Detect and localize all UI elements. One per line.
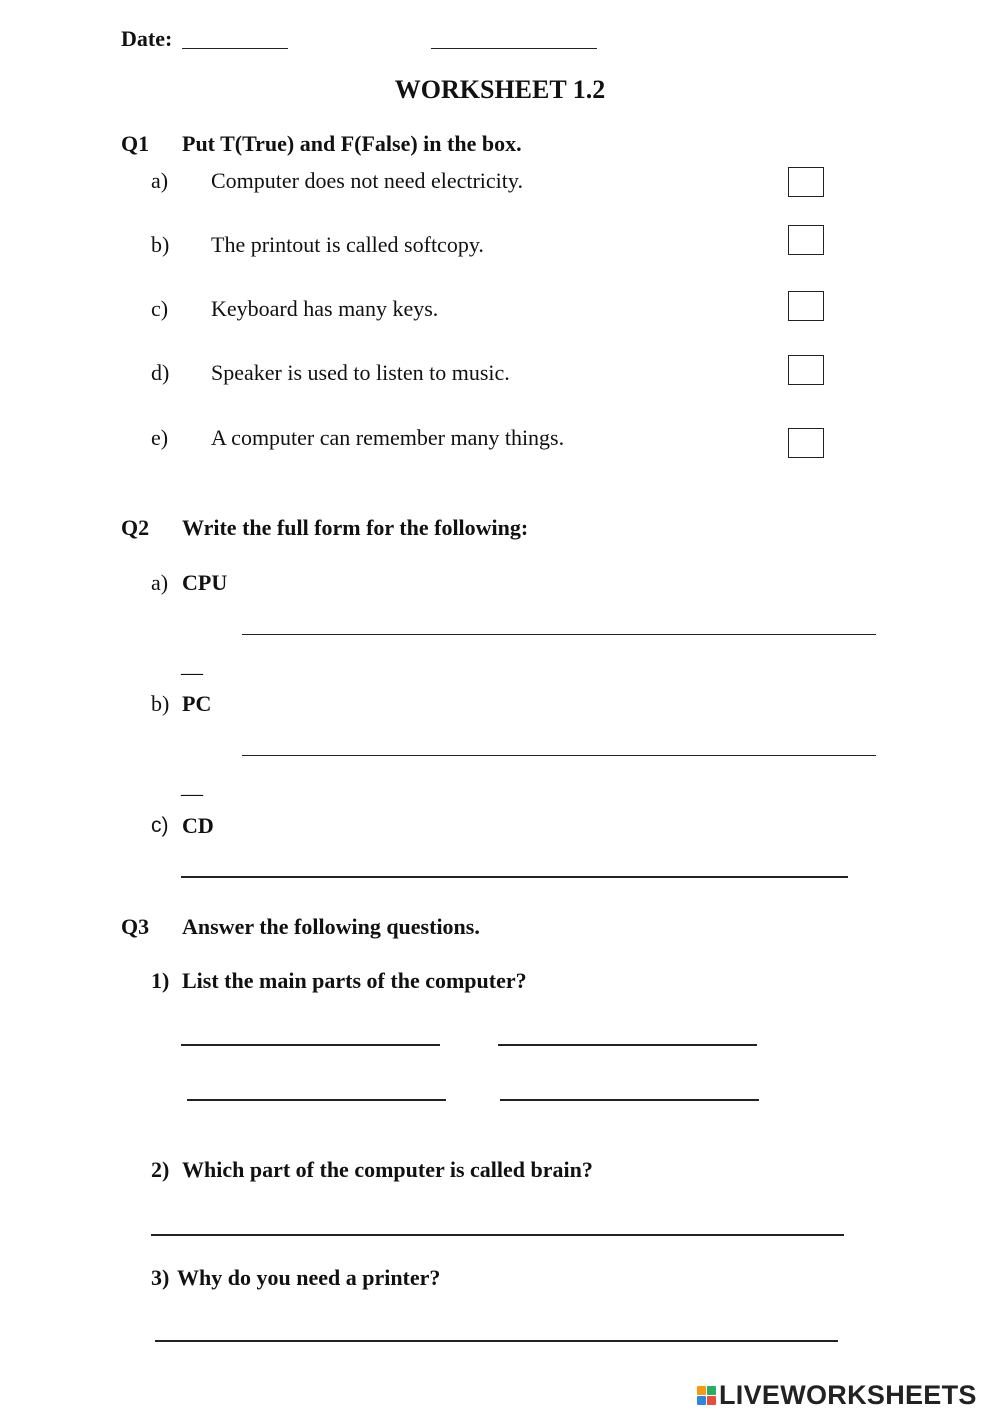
q3-question-number: 2) [151, 1157, 170, 1182]
q1-item-letter: c) [151, 296, 169, 321]
q3-answer-line[interactable] [155, 1340, 838, 1342]
q2-answer-line-cd[interactable] [181, 876, 848, 878]
logo-square-green [707, 1386, 716, 1395]
q3-question-number: 1) [151, 968, 170, 993]
q1-item-letter: b) [151, 232, 170, 257]
q1-item-text: The printout is called softcopy. [211, 232, 484, 257]
q2-number: Q2 [121, 515, 150, 540]
q1-item-letter: a) [151, 168, 169, 193]
q2-instruction: Write the full form for the following: [182, 515, 529, 540]
q3-question-number: 3) [151, 1265, 170, 1290]
date-label: Date: [121, 26, 173, 51]
q1-item-text: Computer does not need electricity. [211, 168, 523, 193]
q2-term-cd: CD [182, 813, 214, 838]
q2-term-cpu: CPU [182, 570, 228, 595]
logo-square-blue [697, 1396, 706, 1405]
q1-answer-box-e[interactable] [788, 428, 824, 458]
q3-answer-line[interactable] [500, 1099, 759, 1101]
q3-question-text: List the main parts of the computer? [182, 968, 527, 993]
q2-answer-line-cpu[interactable] [242, 634, 876, 635]
liveworksheets-logo[interactable] [697, 1378, 977, 1412]
logo-square-red [707, 1396, 716, 1405]
q3-answer-line[interactable] [498, 1044, 757, 1046]
liveworksheets-logo-text: LIVEWORKSHEETS [719, 1379, 977, 1410]
q3-answer-line[interactable] [151, 1234, 844, 1236]
q2-item-letter: c) [151, 814, 169, 837]
name-blank[interactable] [431, 48, 597, 49]
q3-question-text: Which part of the computer is called brain? [182, 1157, 593, 1182]
q2-answer-line-pc[interactable] [242, 755, 876, 756]
logo-square-orange [697, 1386, 706, 1395]
q1-instruction: Put T(True) and F(False) in the box. [182, 131, 522, 156]
q1-item-text: Speaker is used to listen to music. [211, 360, 510, 385]
q1-answer-box-c[interactable] [788, 291, 824, 321]
q3-answer-line[interactable] [187, 1099, 446, 1101]
q3-number: Q3 [121, 914, 150, 939]
q1-item-text: A computer can remember many things. [211, 425, 565, 450]
q2-item-letter: a) [151, 570, 169, 595]
worksheet-title: WORKSHEET 1.2 [394, 75, 606, 104]
date-blank[interactable] [182, 48, 288, 49]
q2-overflow-dash: __ [181, 652, 203, 677]
q1-answer-box-b[interactable] [788, 225, 824, 255]
q3-instruction: Answer the following questions. [182, 914, 480, 939]
q2-overflow-dash: __ [181, 773, 203, 798]
q1-answer-box-a[interactable] [788, 167, 824, 197]
q3-answer-line[interactable] [181, 1044, 440, 1046]
q3-question-text: Why do you need a printer? [177, 1265, 441, 1290]
q2-item-letter: b) [151, 691, 170, 716]
q1-number: Q1 [121, 131, 150, 156]
q2-term-pc: PC [182, 691, 212, 716]
q1-item-text: Keyboard has many keys. [211, 296, 439, 321]
liveworksheets-logo-icon [697, 1386, 716, 1405]
q1-item-letter: d) [151, 360, 170, 385]
q1-item-letter: e) [151, 425, 169, 450]
q1-answer-box-d[interactable] [788, 355, 824, 385]
